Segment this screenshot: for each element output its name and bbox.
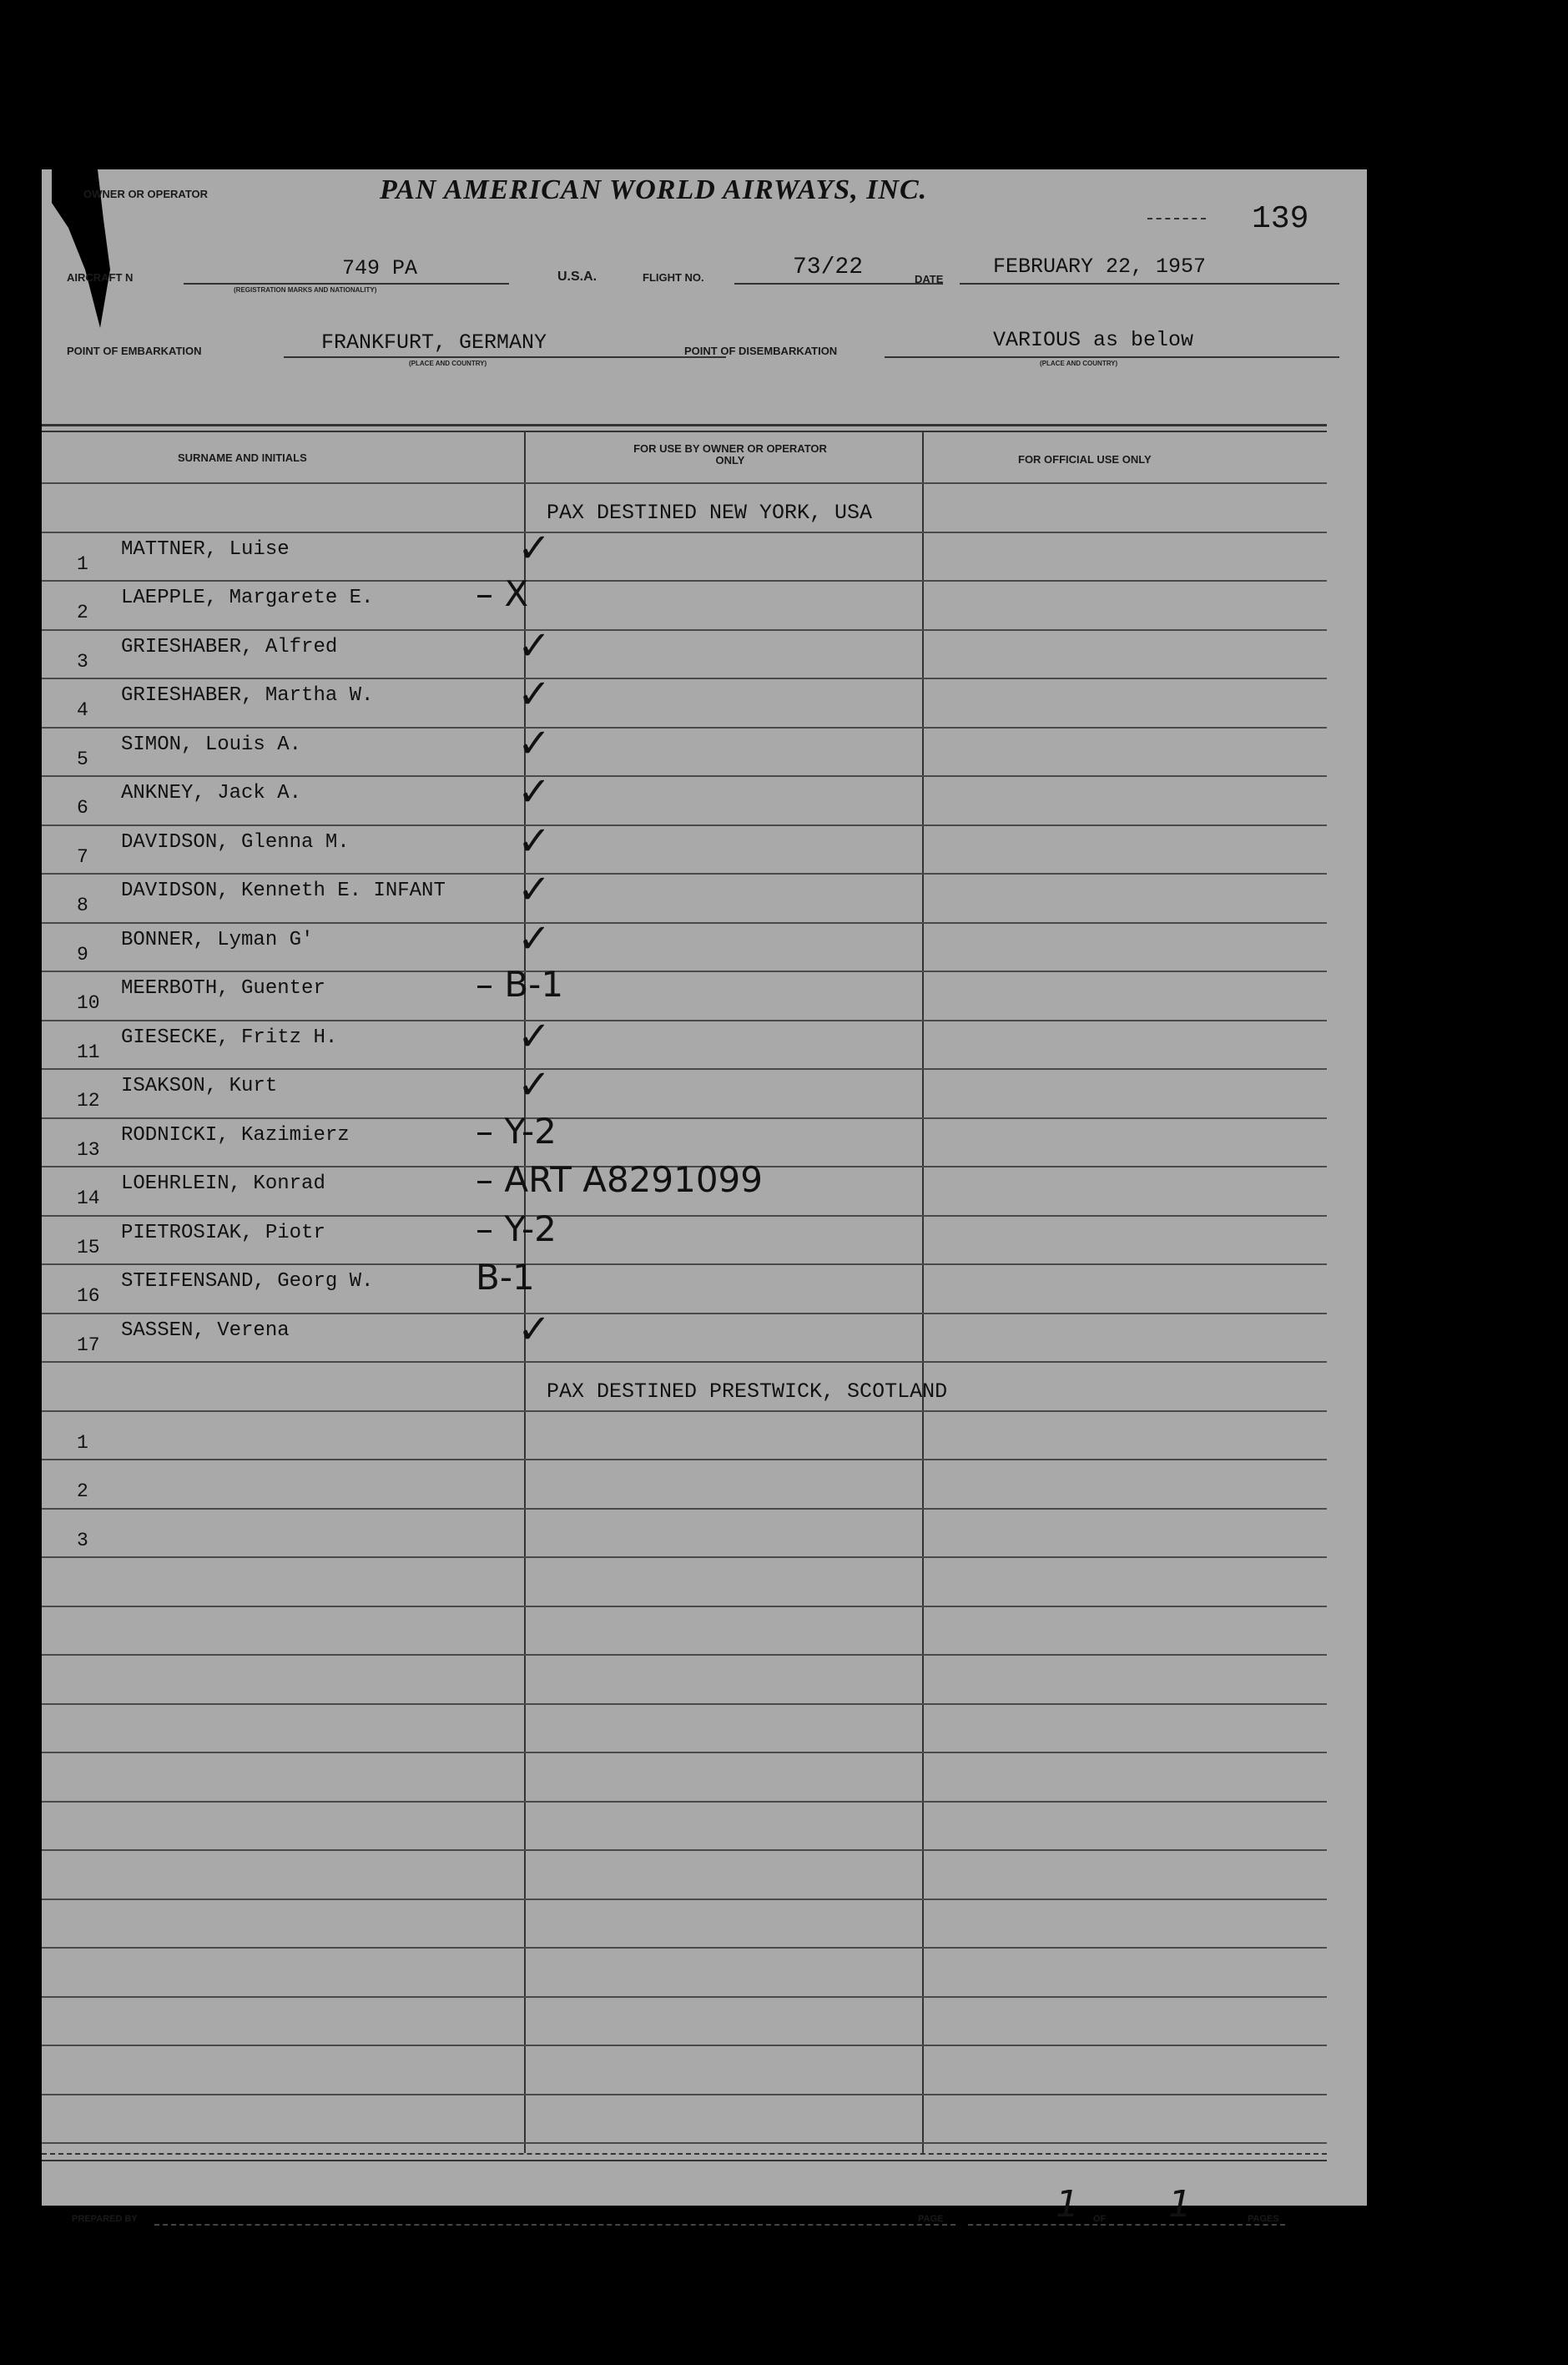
of-value: 1: [1168, 2183, 1192, 2226]
row-number: 14: [77, 1188, 100, 1209]
passenger-name: BONNER, Lyman G': [121, 928, 314, 951]
passenger-name: RODNICKI, Kazimierz: [121, 1123, 350, 1147]
col-surname-header: SURNAME AND INITIALS: [178, 451, 307, 464]
row-number: 3: [77, 1529, 88, 1551]
aircraft-label: AIRCRAFT N: [67, 271, 134, 284]
passenger-name: SASSEN, Verena: [121, 1319, 290, 1342]
row-number: 1: [77, 1431, 88, 1454]
row-number: 1: [77, 552, 88, 575]
disembark-value: VARIOUS as below: [993, 328, 1194, 352]
row-number: 2: [77, 602, 88, 623]
row-number: 11: [77, 1041, 100, 1063]
row-rule: [42, 1996, 1327, 1998]
row-rule: [42, 1263, 1327, 1265]
row-rule: [42, 1899, 1327, 1900]
passenger-name: GRIESHABER, Martha W.: [121, 684, 374, 707]
date-label: DATE: [915, 273, 944, 285]
owner-mark: ✓: [517, 866, 552, 913]
table-top-rule: [42, 424, 1327, 426]
passenger-name: DAVIDSON, Glenna M.: [121, 830, 350, 854]
owner-mark: ✓: [517, 769, 552, 815]
col-owner-header: FOR USE BY OWNER OR OPERATOR ONLY: [633, 442, 827, 466]
row-rule: [42, 1556, 1327, 1558]
row-number: 15: [77, 1236, 100, 1258]
row-rule: [42, 1313, 1327, 1314]
row-number: 3: [77, 650, 88, 673]
row-number: 12: [77, 1090, 100, 1112]
aircraft-value: 749 PA: [342, 256, 418, 280]
owner-mark: ✓: [517, 915, 552, 962]
row-rule: [42, 678, 1327, 679]
passenger-name: ANKNEY, Jack A.: [121, 782, 302, 804]
row-number: 6: [77, 797, 88, 819]
row-rule: [42, 1947, 1327, 1949]
aircraft-underline: [184, 283, 509, 285]
row-rule: [42, 1849, 1327, 1851]
table-bottom-rule-2: [42, 2160, 1327, 2161]
passenger-name: GRIESHABER, Alfred: [121, 635, 338, 658]
owner-mark: – Y-2: [476, 1110, 557, 1152]
row-rule: [42, 873, 1327, 875]
passenger-name: PIETROSIAK, Piotr: [121, 1221, 325, 1244]
row-rule: [42, 532, 1327, 533]
row-rule: [42, 2045, 1327, 2046]
date-value: FEBRUARY 22, 1957: [993, 255, 1207, 279]
column-divider-2: [922, 431, 924, 2153]
row-rule: [42, 775, 1327, 777]
row-number: 10: [77, 992, 100, 1014]
row-rule: [42, 1606, 1327, 1607]
owner-mark: ✓: [517, 1061, 552, 1108]
owner-mark: – X: [476, 573, 529, 614]
row-number: 9: [77, 943, 88, 966]
passenger-name: GIESECKE, Fritz H.: [121, 1026, 338, 1049]
row-rule: [42, 1654, 1327, 1656]
stamp-underline: [1147, 218, 1206, 219]
table-bottom-rule: [42, 2153, 1327, 2156]
owner-mark: – B-1: [476, 964, 564, 1005]
row-rule: [42, 1801, 1327, 1803]
row-rule: [42, 482, 1327, 484]
row-rule: [42, 2094, 1327, 2095]
row-rule: [42, 1703, 1327, 1705]
page-stamp: 139: [1252, 201, 1309, 237]
flight-underline: [734, 283, 943, 285]
page-underline: [968, 2224, 1122, 2226]
owner-mark: ✓: [517, 719, 552, 767]
passenger-name: MEERBOTH, Guenter: [121, 977, 325, 1000]
row-rule: [42, 580, 1327, 582]
disembark-caption: (PLACE AND COUNTRY): [1040, 360, 1118, 367]
owner-mark: ✓: [517, 622, 552, 669]
manifest-sheet: [42, 169, 1367, 2226]
of-label: OF: [1093, 2214, 1107, 2224]
row-rule: [42, 1508, 1327, 1510]
page-value: 1: [1056, 2183, 1079, 2226]
passenger-name: SIMON, Louis A.: [121, 733, 302, 756]
of-underline: [1118, 2224, 1285, 2226]
date-underline: [960, 283, 1339, 285]
embark-caption: (PLACE AND COUNTRY): [409, 360, 487, 367]
passenger-name: STEIFENSAND, Georg W.: [121, 1270, 374, 1293]
flight-value: 73/22: [793, 255, 864, 280]
row-number: 17: [77, 1334, 100, 1356]
pages-label: PAGES: [1248, 2214, 1279, 2224]
embark-value: FRANKFURT, GERMANY: [321, 330, 547, 355]
row-number: 2: [77, 1480, 88, 1502]
passenger-name: MATTNER, Luise: [121, 537, 290, 561]
embark-label: POINT OF EMBARKATION: [67, 345, 202, 357]
row-rule: [42, 1068, 1327, 1070]
passenger-name: LOEHRLEIN, Konrad: [121, 1172, 325, 1195]
passenger-name: DAVIDSON, Kenneth E. INFANT: [121, 880, 446, 902]
owner-mark: – Y-2: [476, 1208, 557, 1249]
row-number: 5: [77, 748, 88, 770]
owner-mark: ✓: [517, 817, 552, 865]
row-rule: [42, 1117, 1327, 1119]
row-rule: [42, 1020, 1327, 1021]
disembark-label: POINT OF DISEMBARKATION: [684, 345, 838, 357]
row-number: 16: [77, 1285, 100, 1307]
section-heading: PAX DESTINED NEW YORK, USA: [547, 501, 873, 525]
row-rule: [42, 1752, 1327, 1753]
owner-mark: – ART A8291099: [476, 1159, 763, 1200]
col-official-header: FOR OFFICIAL USE ONLY: [1018, 453, 1152, 466]
row-rule: [42, 824, 1327, 826]
table-top-rule-2: [42, 431, 1327, 432]
row-rule: [42, 1215, 1327, 1217]
row-rule: [42, 971, 1327, 972]
row-rule: [42, 2142, 1327, 2144]
row-rule: [42, 727, 1327, 729]
usa-label: U.S.A.: [557, 270, 597, 284]
airline-name: PAN AMERICAN WORLD AIRWAYS, INC.: [380, 174, 928, 205]
owner-mark: ✓: [517, 1012, 552, 1060]
row-rule: [42, 1361, 1327, 1363]
owner-mark: B-1: [476, 1257, 535, 1298]
disembark-underline: [885, 356, 1339, 358]
embark-underline: [284, 356, 726, 358]
row-number: 7: [77, 845, 88, 868]
row-number: 4: [77, 699, 88, 721]
owner-mark: ✓: [517, 671, 552, 718]
passenger-name: ISAKSON, Kurt: [121, 1075, 278, 1097]
row-number: 13: [77, 1138, 100, 1161]
row-rule: [42, 922, 1327, 924]
row-rule: [42, 1410, 1327, 1412]
prepared-label: PREPARED BY: [72, 2214, 138, 2224]
registration-caption: (REGISTRATION MARKS AND NATIONALITY): [234, 286, 377, 294]
owner-mark: ✓: [517, 1305, 552, 1353]
flight-label: FLIGHT NO.: [643, 271, 704, 284]
prepared-underline: [154, 2224, 955, 2226]
row-number: 8: [77, 895, 88, 916]
owner-label: OWNER OR OPERATOR: [83, 188, 209, 200]
page-label: PAGE: [918, 2214, 944, 2224]
passenger-name: LAEPPLE, Margarete E.: [121, 587, 374, 609]
section-heading: PAX DESTINED PRESTWICK, SCOTLAND: [547, 1379, 948, 1404]
row-rule: [42, 1459, 1327, 1460]
row-rule: [42, 629, 1327, 631]
owner-mark: ✓: [517, 524, 552, 572]
